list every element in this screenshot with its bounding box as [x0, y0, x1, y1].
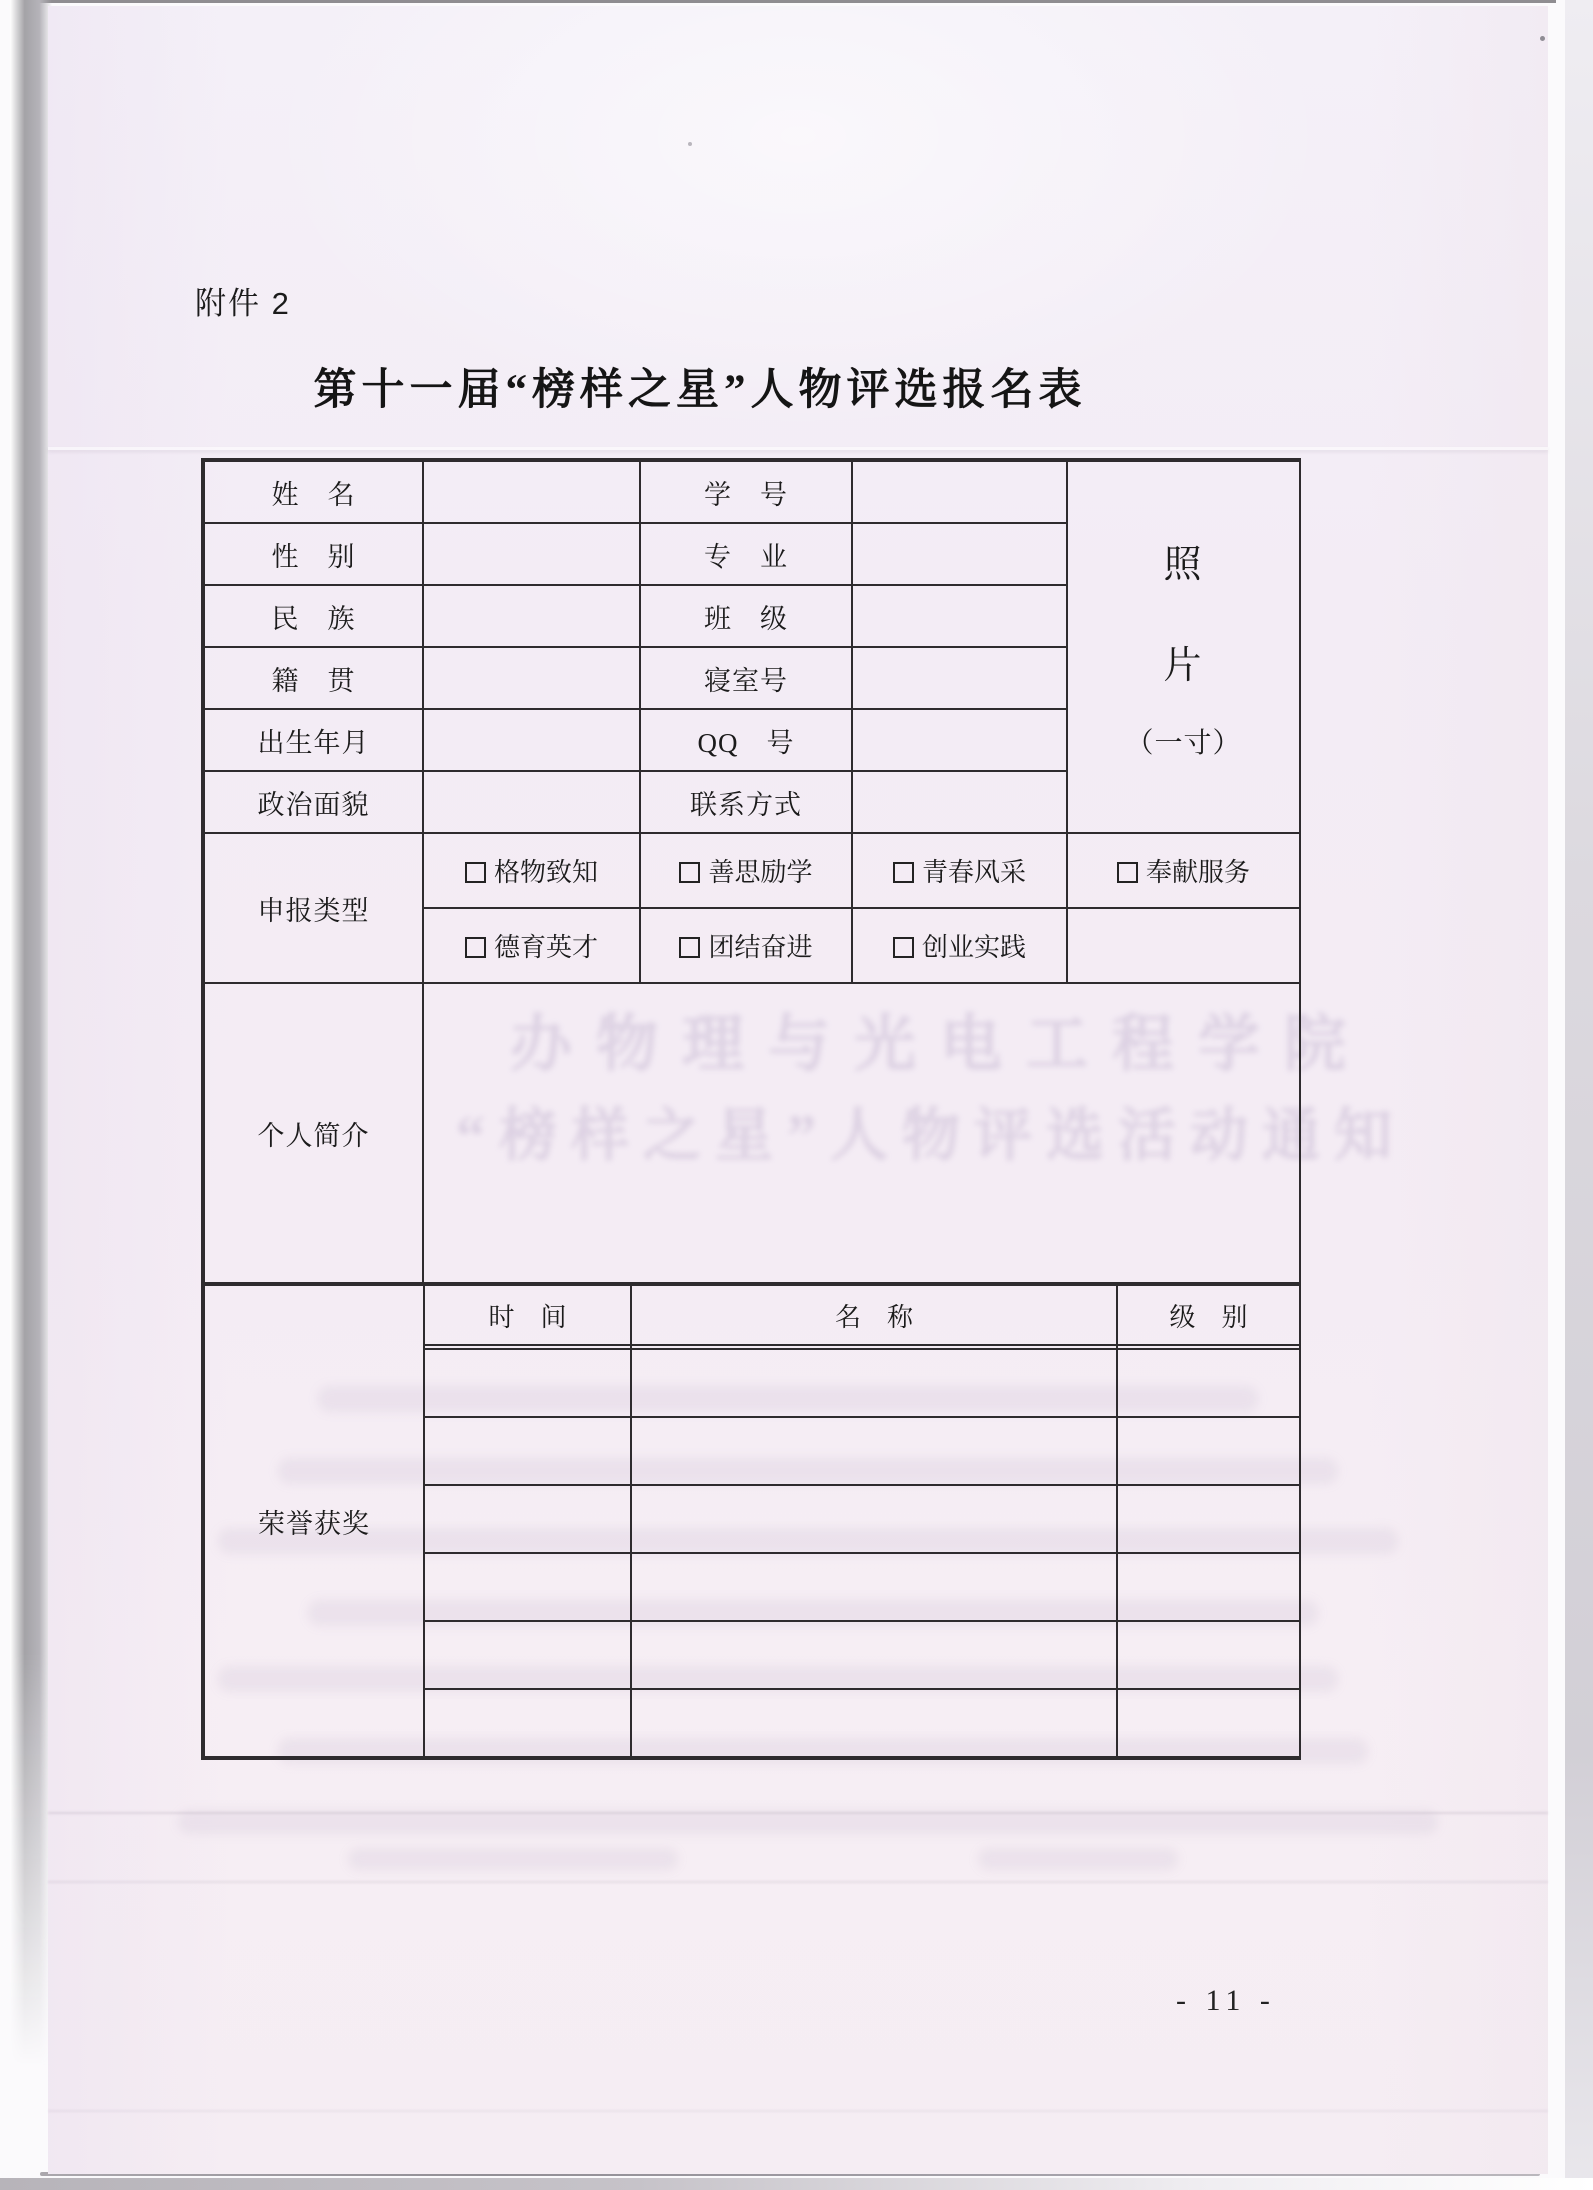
registration-form-table — [201, 458, 1301, 1760]
field-value-cell — [852, 709, 1067, 771]
award-empty-cell — [424, 1485, 631, 1553]
field-label-application-type: 申报类型 — [204, 833, 423, 983]
photo-cell — [1067, 461, 1300, 833]
photo-size-label: （一寸） — [1125, 728, 1242, 759]
field-value-cell — [852, 771, 1067, 833]
award-empty-cell — [424, 1349, 631, 1417]
scan-speck — [688, 142, 692, 146]
application-type-row — [204, 833, 1300, 908]
photo-label: 照 — [1163, 544, 1204, 586]
award-empty-cell — [631, 1485, 1117, 1553]
form-title: 第十一届“榜样之星”人物评选报名表 — [313, 367, 1087, 414]
awards-table — [203, 1284, 1301, 1758]
checkbox-icon — [679, 862, 700, 883]
award-empty-cell — [1117, 1553, 1300, 1621]
profile-content-cell — [423, 983, 1300, 1283]
award-empty-cell — [631, 1689, 1117, 1757]
awards-header-level: 级 别 — [1117, 1285, 1300, 1345]
application-option-label: 青春风采 — [921, 858, 1026, 887]
award-empty-cell — [424, 1417, 631, 1485]
field-label-political-status: 政治面貌 — [204, 771, 423, 833]
attachment-label: 附件 2 — [195, 286, 291, 321]
checkbox-icon — [465, 862, 486, 883]
checkbox-icon — [1117, 862, 1138, 883]
field-label-class: 班 级 — [640, 585, 852, 647]
personal-info-table — [203, 460, 1301, 1284]
bleed-through-artifact — [178, 1810, 1438, 1834]
bleed-through-text: “榜样之星”人物评选活动通知 — [456, 1103, 1407, 1168]
application-option-empty-cell — [1067, 908, 1300, 983]
info-row — [204, 461, 1300, 523]
field-label-dorm: 寝室号 — [640, 647, 852, 709]
paper-crease — [48, 1812, 1548, 1814]
awards-header-time: 时 间 — [424, 1285, 631, 1345]
bleed-through-artifact — [348, 1848, 678, 1870]
application-option-label: 德育英才 — [493, 933, 598, 962]
application-option-label: 格物致知 — [493, 858, 598, 887]
award-empty-cell — [424, 1553, 631, 1621]
field-value-cell — [852, 585, 1067, 647]
award-empty-cell — [424, 1621, 631, 1689]
field-label-native-place: 籍 贯 — [204, 647, 423, 709]
application-option — [640, 908, 852, 983]
application-option — [1067, 833, 1300, 908]
award-empty-cell — [631, 1621, 1117, 1689]
field-label-contact: 联系方式 — [640, 771, 852, 833]
application-option-label: 团结奋进 — [708, 933, 813, 962]
checkbox-icon — [679, 937, 700, 958]
profile-row — [204, 983, 1300, 1283]
award-empty-cell — [1117, 1417, 1300, 1485]
field-value-cell — [423, 585, 640, 647]
scan-speck — [1540, 36, 1545, 41]
scan-edge-right — [1565, 0, 1593, 2190]
awards-header-name: 名 称 — [631, 1285, 1117, 1345]
photo-label: 片 — [1163, 645, 1204, 687]
paper-crease — [48, 447, 1548, 450]
field-label-profile: 个人简介 — [204, 983, 423, 1283]
application-option — [423, 833, 640, 908]
field-value-cell — [423, 709, 640, 771]
checkbox-icon — [465, 937, 486, 958]
award-empty-cell — [631, 1349, 1117, 1417]
checkbox-icon — [893, 937, 914, 958]
paper-page — [48, 6, 1548, 2174]
field-label-birth-date: 出生年月 — [204, 709, 423, 771]
field-label-student-id: 学 号 — [640, 461, 852, 523]
scan-smudge-bottom — [0, 2178, 1593, 2190]
application-option — [852, 833, 1067, 908]
application-option — [852, 908, 1067, 983]
application-option-label: 善思励学 — [708, 858, 813, 887]
checkbox-icon — [893, 862, 914, 883]
award-empty-cell — [631, 1417, 1117, 1485]
award-empty-cell — [1117, 1485, 1300, 1553]
field-label-awards: 荣誉获奖 — [204, 1285, 424, 1757]
paper-crease — [48, 1881, 1548, 1883]
bleed-through-artifact — [978, 1848, 1178, 1870]
paper-crease — [48, 2110, 1548, 2112]
award-empty-cell — [631, 1553, 1117, 1621]
award-empty-cell — [1117, 1349, 1300, 1417]
award-empty-cell — [1117, 1689, 1300, 1757]
award-empty-cell — [424, 1689, 631, 1757]
award-empty-cell — [1117, 1621, 1300, 1689]
field-value-cell — [852, 647, 1067, 709]
awards-header-row — [204, 1285, 1300, 1345]
field-label-qq: QQ 号 — [640, 709, 852, 771]
application-option — [640, 833, 852, 908]
field-value-cell — [423, 771, 640, 833]
scan-edge-left — [10, 0, 52, 2066]
field-value-cell — [423, 523, 640, 585]
field-value-cell — [423, 647, 640, 709]
field-value-cell — [852, 523, 1067, 585]
scan-edge-top — [36, 0, 1556, 3]
field-label-major: 专 业 — [640, 523, 852, 585]
application-option-label: 奉献服务 — [1145, 858, 1250, 887]
bleed-through-text: 办物理与光电工程学院 — [510, 1011, 1371, 1079]
application-option — [423, 908, 640, 983]
page-number: - 11 - — [1176, 1984, 1276, 2017]
field-label-gender: 性 别 — [204, 523, 423, 585]
field-value-cell — [852, 461, 1067, 523]
field-label-ethnicity: 民 族 — [204, 585, 423, 647]
application-option-label: 创业实践 — [921, 933, 1026, 962]
field-value-cell — [423, 461, 640, 523]
field-label-name: 姓 名 — [204, 461, 423, 523]
